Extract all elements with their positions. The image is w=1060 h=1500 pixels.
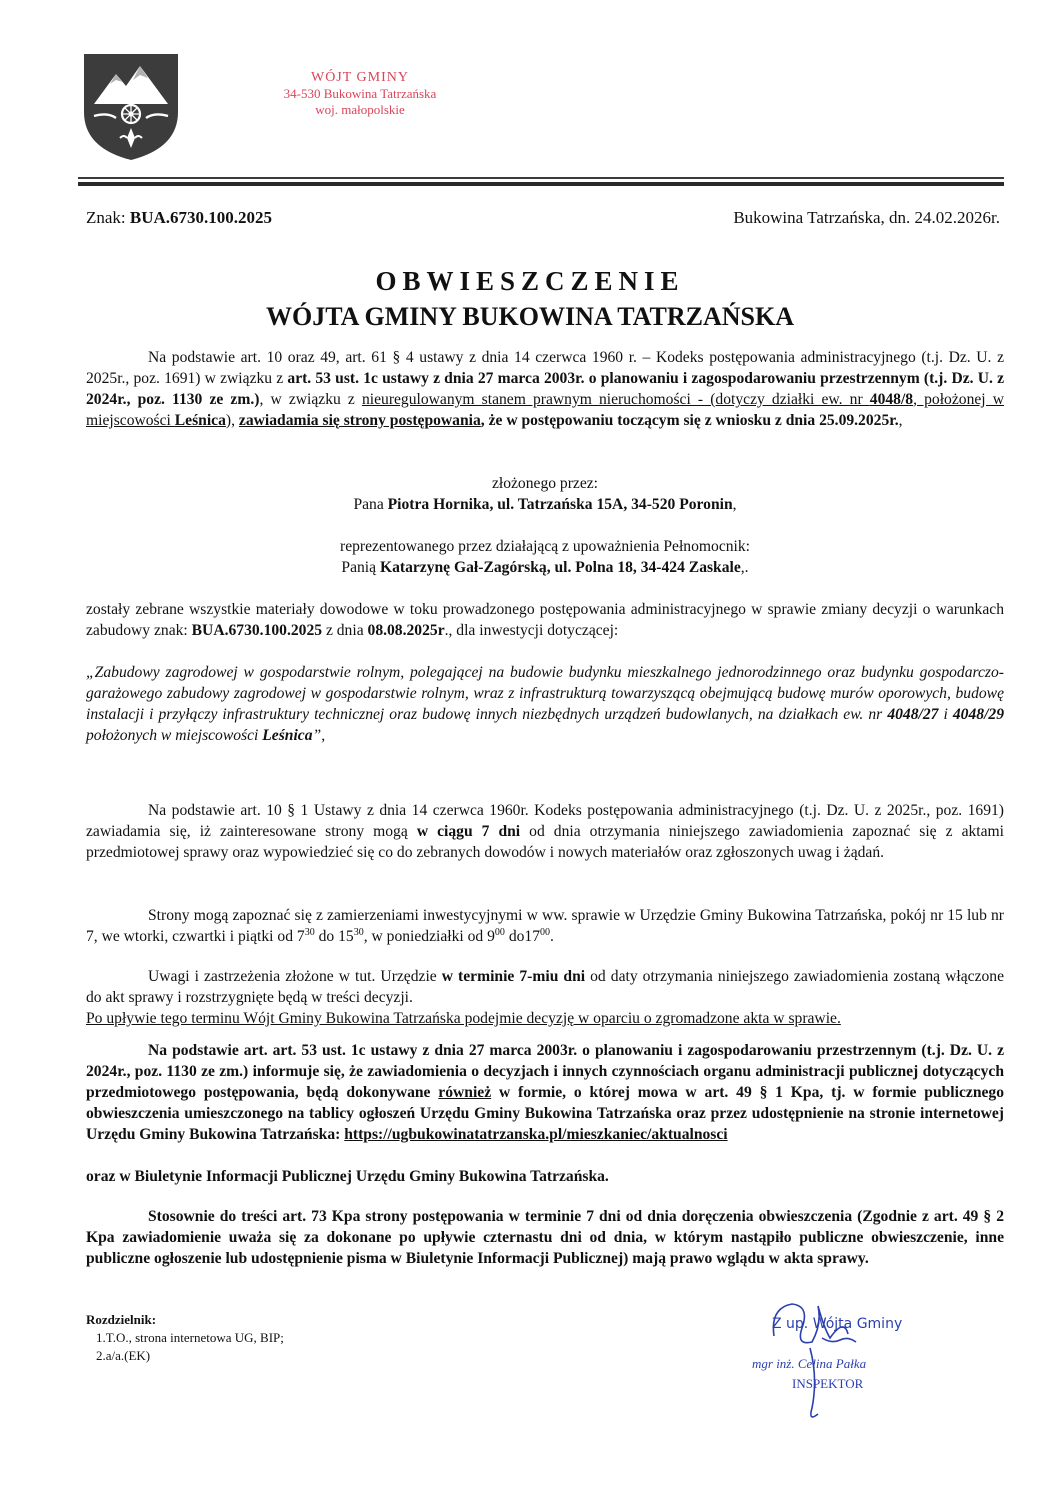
p6-underline: również (438, 1084, 492, 1101)
investment-description (86, 662, 1004, 746)
p1-locality: Leśnica (174, 412, 226, 429)
distribution-list (86, 1311, 284, 1365)
p3-deadline: w ciągu 7 dni (416, 823, 521, 840)
p2-date: 08.08.2025r (367, 622, 445, 639)
review-rights-paragraph (86, 800, 1004, 863)
p1-text-2: , w związku z (259, 391, 362, 408)
quote-text-2: i (938, 706, 953, 723)
p2-case-number: BUA.6730.100.2025 (191, 622, 323, 639)
p5-text-1: Uwagi i zastrzeżenia złożone w tut. Urzędzie (148, 968, 442, 985)
p5-deadline: w terminie 7-miu dni (441, 968, 586, 985)
website-link[interactable]: https://ugbukowinatatrzanska.pl/mieszkaniec/aktualnosci (344, 1126, 728, 1143)
header-divider-thick (78, 182, 1004, 186)
p2-text-3: ., dla inwestycji dotyczącej: (444, 622, 619, 639)
p4-text-3: , w poniedziałki od 9 (363, 928, 495, 945)
p6-text-1: Na podstawie art. art. 53 ust. 1c ustawy z dnia 27 marca 2003r. o planowaniu i zagospodarowaniu przestrzennym (t.j. Dz. U. z 2024r., poz. 1130 ze zm.) informuje się, że zawiadomienia o decyzjach i innych czynnościach organu administracji publicznej dotyczących przedmiotowego postępowania, będą dokonywane (86, 1042, 1004, 1101)
representative-label: reprezentowanego przez działającą z upoważnienia Pełnomocnik: (340, 538, 750, 555)
p4-sup-2: 30 (353, 926, 364, 938)
office-hours-paragraph (86, 905, 1004, 947)
file-access-paragraph: Stosownie do treści art. 73 Kpa strony postępowania w terminie 7 dni od dnia doręczenia obwieszczenia (Zgodnie z art. 49 § 2 Kpa zawiadomienie uważa się za dokonane po upływie czternastu dni od dnia, w którym nastąpiło publiczne obwieszczenie, inne publiczne ogłoszenie lub udostępnienie pisma w Biuletynie Informacji Publicznej) mają prawo wglądu w akta sprawy. (86, 1208, 1004, 1267)
applicant-line (86, 494, 1004, 515)
signature-line-1: Z up. Wójta Gminy (772, 1316, 903, 1332)
p3-text-1: Na podstawie art. 10 § 1 Ustawy z dnia 14 czerwca 1960r. Kodeks postępowania administracyjnego (t.j. Dz. U. z 2025r., poz. 1691) zawiadamia się, iż zainteresowane strony mogą (86, 802, 1004, 840)
p4-text-2: do 15 (314, 928, 354, 945)
applicant-name: Piotra Hornika, ul. Tatrzańska 15A, 34-520 Poronin (387, 496, 733, 513)
quote-text-3: położonych w miejscowości (86, 727, 263, 744)
p4-sup-1: 30 (304, 926, 315, 938)
representative-name: Katarzynę Gał-Zagórską, ul. Polna 18, 34-424 Zaskale (379, 559, 741, 576)
legal-basis-paragraph (86, 347, 1004, 431)
document-title: OBWIESZCZENIE (375, 266, 685, 296)
bip-line: oraz w Biuletynie Informacji Publicznej Urzędu Gminy Bukowina Tatrzańska. (86, 1168, 609, 1185)
p4-text-1: Strony mogą zapoznać się z zamierzeniami inwestycyjnymi w ww. sprawie w Urzędzie Gminy Bukowina Tatrzańska, pokój nr 15 lub nr 7, we wtorki, czwartki i piątki od 7 (86, 907, 1004, 945)
signature-stamp (752, 1298, 972, 1428)
representative-prefix: Panią (341, 559, 380, 576)
p3-text-2: od dnia otrzymania niniejszego zawiadomienia zapoznać się z aktami przedmiotowej sprawy oraz wypowiedzieć się co do zebranych dowodów i nowych materiałów oraz zgłoszonych uwag i żądań. (86, 823, 1005, 861)
p1-bold-1: art. 53 ust. 1c ustawy z dnia 27 marca 2003r. o planowaniu i zagospodarowaniu przestrzennym (t.j. Dz. U. z 2024r., poz. 1130 ze zm.) (86, 370, 1004, 408)
p2-text-2: z dnia (322, 622, 368, 639)
p4-text-5: . (550, 928, 554, 945)
quote-parcel-2: 4048/29 (952, 706, 1004, 723)
document-subtitle: WÓJTA GMINY BUKOWINA TATRZAŃSKA (265, 302, 794, 331)
evidence-paragraph (86, 599, 1004, 641)
representative-line (86, 557, 1004, 578)
p1-underline-2: , położonej w miejscowości (86, 391, 1005, 429)
reference-label: Znak: (86, 208, 130, 227)
quote-closing: ”, (312, 727, 326, 744)
quote-locality: Leśnica (262, 727, 313, 744)
p1-text-3: , (898, 412, 903, 429)
applicant-suffix: , (732, 496, 737, 513)
distribution-heading: Rozdzielnik: (86, 1312, 157, 1327)
p1-bold-2: , że w postępowaniu toczącym się z wniosku z dnia 25.09.2025r. (480, 412, 899, 429)
publication-paragraph (86, 1040, 1004, 1145)
p4-sup-3: 00 (494, 926, 505, 938)
quote-parcel-1: 4048/27 (887, 706, 939, 723)
applicant-prefix: Pana (353, 496, 388, 513)
decision-notice-line: Po upływie tego terminu Wójt Gminy Bukowina Tatrzańska podejmie decyzję w oparciu o zgromadzone akta w sprawie. (86, 1010, 841, 1027)
distribution-item: 2.a/a.(EK) (96, 1348, 151, 1363)
stamp-line-3: woj. małopolskie (315, 102, 405, 117)
p1-notice-phrase: zawiadamia się strony postępowania (238, 412, 481, 429)
representative-suffix: ,. (740, 559, 749, 576)
p1-parcel-number: 4048/8 (869, 391, 914, 408)
reference-number (86, 208, 272, 228)
p1-text-1: Na podstawie art. 10 oraz 49, art. 61 § 4 ustawy z dnia 14 czerwca 1960 r. – Kodeks postępowania administracyjnego (t.j. Dz. U. z 2025r., poz. 1691) w związku z (86, 349, 1004, 387)
p4-text-4: do17 (504, 928, 541, 945)
p1-underline-3: ), (225, 412, 235, 429)
applicant-label: złożonego przez: (491, 475, 599, 492)
p5-text-2: od daty otrzymania niniejszego zawiadomienia zostaną włączone do akt sprawy i rozstrzygnięte będą w treści decyzji. (86, 968, 1005, 1006)
office-stamp (255, 70, 465, 118)
stamp-line-2: 34-530 Bukowina Tatrzańska (283, 86, 437, 101)
header-divider-thin (78, 177, 1004, 179)
municipality-crest-logo (80, 50, 182, 162)
signature-name: mgr inż. Celina Pałka (752, 1356, 867, 1371)
distribution-item: 1.T.O., strona internetowa UG, BIP; (96, 1330, 284, 1345)
quote-text-1: „Zabudowy zagrodowej w gospodarstwie rolnym, polegającej na budowie budynku mieszkalnego jednorodzinnego oraz budynku gospodarczo-garażowego zabudowy zagrodowej w gospodarstwie rolnym, wraz z infrastrukturą towarzyszącą obejmującą budowę murów oporowych, budowę instalacji i przyłączy infrastruktury technicznej oraz budowę innych niezbędnych urządzeń budowlanych, na działkach ew. nr (86, 664, 1004, 723)
stamp-line-1: WÓJT GMINY (310, 70, 409, 85)
p2-text-1: zostały zebrane wszystkie materiały dowodowe w toku prowadzonego postępowania administracyjnego w sprawie zmiany decyzji o warunkach zabudowy znak: (86, 601, 1004, 639)
reference-value: BUA.6730.100.2025 (129, 208, 273, 227)
signature-title: INSPEKTOR (792, 1376, 864, 1391)
place-and-date: Bukowina Tatrzańska, dn. 24.02.2026r. (733, 208, 1000, 227)
p6-text-2: w formie, o której mowa w art. 49 § 1 Kpa, tj. w formie publicznego obwieszczenia umieszczonego na tablicy ogłoszeń Urzędu Gminy Bukowina Tatrzańska oraz przez udostępnienie na stronie internetowej Urzędu Gminy Bukowina Tatrzańska: (86, 1084, 1005, 1143)
p4-sup-4: 00 (540, 926, 551, 938)
p1-underline-1: nieuregulowanym stanem prawnym nieruchomości - (dotyczy działki ew. nr (361, 391, 870, 408)
remarks-paragraph (86, 966, 1004, 1008)
